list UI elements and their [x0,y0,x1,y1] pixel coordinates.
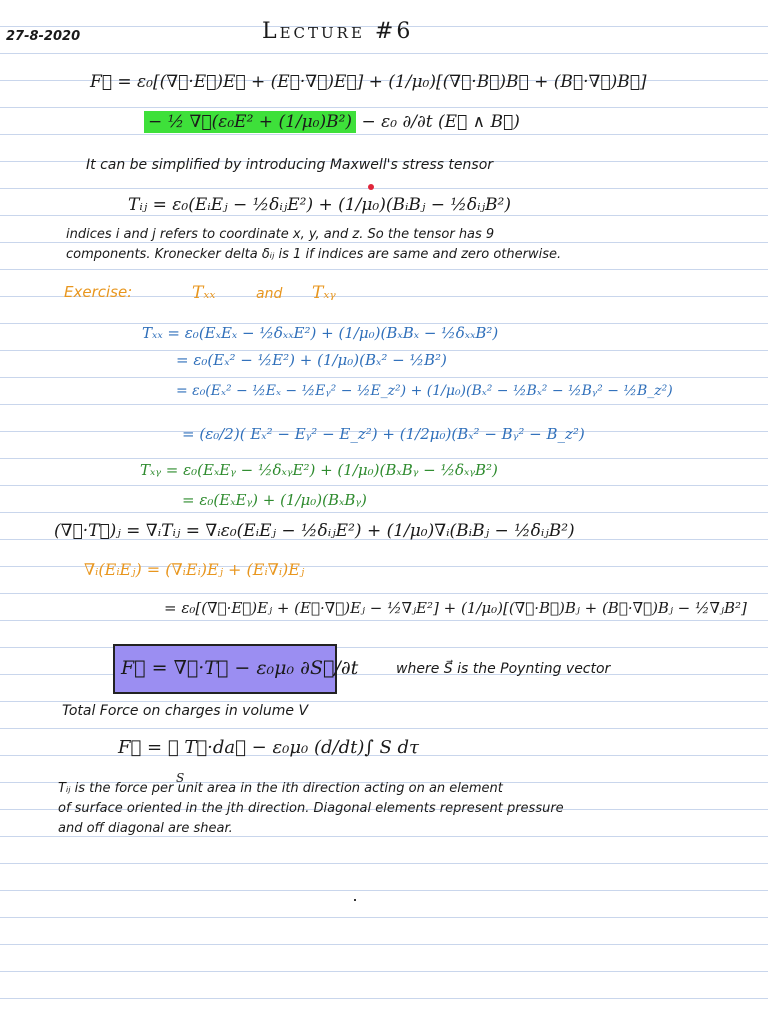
poynting-note: where S⃗ is the Poynting vector [396,661,611,677]
surface-integral-subscript: S [176,771,185,785]
product-rule: ∇ᵢ(EᵢEⱼ) = (∇ᵢEᵢ)Eⱼ + (Eᵢ∇ᵢ)Eⱼ [84,560,305,579]
expanded-divergence: = ε₀[(∇⃗·E⃗)Eⱼ + (E⃗·∇⃗)Eⱼ − ½∇ⱼE²] + (1/μ₀)[(∇⃗·B⃗)Bⱼ + (B⃗·∇⃗)Bⱼ − ½∇ⱼB²] [164,599,747,617]
simplified-text: It can be simplified by introducing Maxwell's stress tensor [86,157,494,173]
txx-line-2: = ε₀(Eₓ² − ½E²) + (1/μ₀)(Bₓ² − ½B²) [176,351,447,369]
red-mark [368,184,374,190]
txy-line-2: = ε₀(EₓEᵧ) + (1/μ₀)(BₓBᵧ) [182,491,367,509]
date: 27-8-2020 [6,29,81,44]
indices-text-line-1: indices i and j refers to coordinate x, y, and z. So the tensor has 9 [66,227,495,242]
page-title: Lecture #6 [262,19,414,44]
total-force-text: Total Force on charges in volume V [62,703,309,719]
txy-line-1: Tₓᵧ = ε₀(EₓEᵧ − ½δₓᵧE²) + (1/μ₀)(BₓBᵧ − ½δₓᵧB²) [140,461,498,479]
divergence-of-tensor: (∇⃗·T⃡)ⱼ = ∇ᵢTᵢⱼ = ∇ᵢε₀(EᵢEⱼ − ½δᵢⱼE²) + (1/μ₀)∇ᵢ(BᵢBⱼ − ½δᵢⱼB²) [54,521,575,541]
exercise-label: Exercise: [64,283,133,301]
highlighted-gradient-term: − ½ ∇⃗(ε₀E² + (1/μ₀)B²) [144,111,356,133]
exercise-txy: Tₓᵧ [312,283,336,303]
indices-text-line-2: components. Kronecker delta δᵢⱼ is 1 if indices are same and zero otherwise. [66,247,562,262]
stress-tensor-equation: Tᵢⱼ = ε₀(EᵢEⱼ − ½δᵢⱼE²) + (1/μ₀)(BᵢBⱼ − ½δᵢⱼB²) [128,195,511,215]
force-equation-line-2 [144,113,520,132]
tensor-meaning-line-1: Tᵢⱼ is the force per unit area in the ith direction acting on an element [58,781,503,796]
txx-line-3: = ε₀(Eₓ² − ½Eₓ − ½Eᵧ² − ½E_z²) + (1/μ₀)(Bₓ² − ½Bₓ² − ½Bᵧ² − ½B_z²) [176,383,673,399]
txx-line-4: = (ε₀/2)( Eₓ² − Eᵧ² − E_z²) + (1/2μ₀)(Bₓ² − Bᵧ² − B_z²) [182,425,585,443]
boxed-force-equation: F⃗ = ∇⃗·T⃡ − ε₀μ₀ ∂S⃗/∂t [121,657,359,679]
exercise-and: and [256,286,283,302]
tensor-meaning-line-3: and off diagonal are shear. [58,821,233,836]
exercise-txx: Tₓₓ [192,283,216,303]
force-result-box [113,644,359,694]
time-derivative-term: − ε₀ ∂/∂t (E⃗ ∧ B⃗) [361,112,520,132]
txx-line-1: Tₓₓ = ε₀(EₓEₓ − ½δₓₓE²) + (1/μ₀)(BₓBₓ − ½δₓₓB²) [142,324,499,342]
total-force-equation: F⃗ = ∮ T⃡·da⃗ − ε₀μ₀ (d/dt)∫ S dτ [118,737,419,758]
tensor-meaning-line-2: of surface oriented in the jth direction. Diagonal elements represent pressure [58,801,564,816]
stray-dot [354,899,356,901]
force-equation-line-1: F⃗ = ε₀[(∇⃗·E⃗)E⃗ + (E⃗·∇⃗)E⃗] + (1/μ₀)[(∇⃗·B⃗)B⃗ + (B⃗·∇⃗)B⃗] [90,72,647,92]
